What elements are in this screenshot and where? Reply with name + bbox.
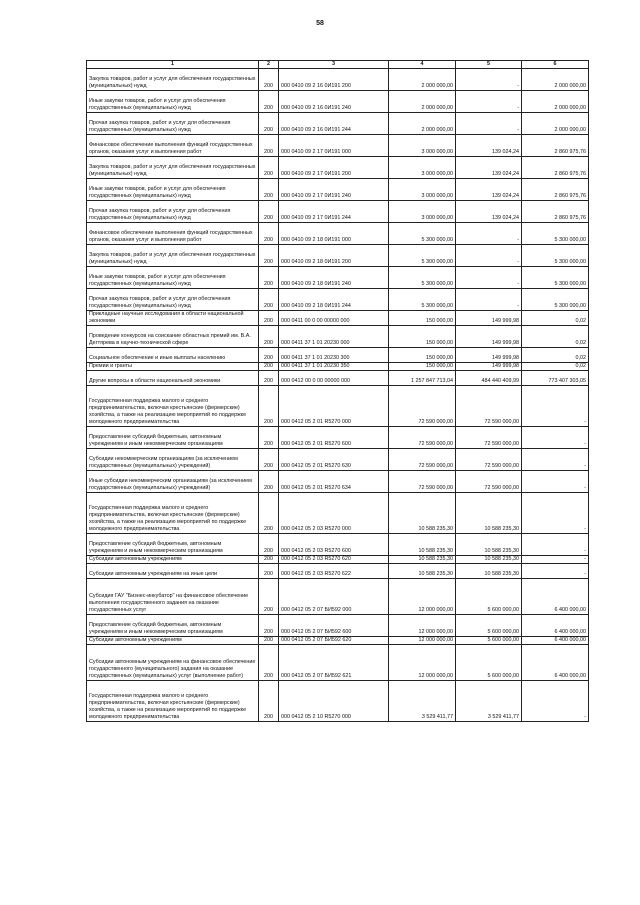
row-budget-code: 000 0412 05 2 07 БИ592 621: [279, 645, 389, 681]
row-description: Субсидии автономным учреждениям на иные цели: [87, 564, 259, 579]
row-line-code: 200: [259, 289, 279, 311]
table-row: [87, 267, 589, 289]
row-approved-amount: 3 529 411,77: [389, 681, 456, 722]
table-row: [87, 471, 589, 493]
table-row: [87, 179, 589, 201]
table-row: [87, 493, 589, 534]
row-description: Государственная поддержка малого и среднего предпринимательства, включая крестьянские (фермерские) хозяйства, а также на реализацию мероприятий по поддержке молодежного предпринимательства: [87, 493, 259, 534]
row-description: Социальное обеспечение и иные выплаты населению: [87, 348, 259, 363]
row-approved-amount: 1 257 847 713,04: [389, 371, 456, 386]
budget-execution-table: [86, 60, 589, 722]
row-description: Закупка товаров, работ и услуг для обеспечения государственных (муниципальных) нужд: [87, 69, 259, 91]
row-budget-code: 000 0412 05 2 03 R5270 622: [279, 564, 389, 579]
row-executed-amount: 5 600 000,00: [456, 579, 522, 615]
row-line-code: 200: [259, 386, 279, 427]
row-approved-amount: 3 000 000,00: [389, 179, 456, 201]
row-budget-code: 000 0410 09 2 18 0И191 244: [279, 289, 389, 311]
row-description: Субсидии некоммерческим организациям (за исключением государственных (муниципальных) учреждений): [87, 449, 259, 471]
row-approved-amount: 72 590 000,00: [389, 449, 456, 471]
row-approved-amount: 12 000 000,00: [389, 579, 456, 615]
row-executed-amount: 139 024,24: [456, 157, 522, 179]
row-description: Прикладные научные исследования в области национальной экономики: [87, 311, 259, 326]
column-header: 6: [522, 61, 589, 69]
row-description: Закупка товаров, работ и услуг для обеспечения государственных (муниципальных) нужд: [87, 245, 259, 267]
row-unexecuted-amount: 6 400 000,00: [522, 637, 589, 645]
row-description: Государственная поддержка малого и среднего предпринимательства, включая крестьянские (фермерские) хозяйства, а также на реализацию мероприятий по поддержке молодежного предпринимательства: [87, 681, 259, 722]
row-line-code: 200: [259, 615, 279, 637]
row-line-code: 200: [259, 534, 279, 556]
row-line-code: 200: [259, 579, 279, 615]
row-unexecuted-amount: -: [522, 386, 589, 427]
row-executed-amount: 10 588 235,30: [456, 556, 522, 564]
row-executed-amount: 149 999,98: [456, 311, 522, 326]
row-approved-amount: 72 590 000,00: [389, 427, 456, 449]
table-row: [87, 201, 589, 223]
row-unexecuted-amount: 5 300 000,00: [522, 267, 589, 289]
row-description: Иные закупки товаров, работ и услуг для обеспечения государственных (муниципальных) нужд: [87, 179, 259, 201]
row-line-code: 200: [259, 471, 279, 493]
row-budget-code: 000 0410 09 2 17 0И191 244: [279, 201, 389, 223]
row-unexecuted-amount: 2 000 000,00: [522, 113, 589, 135]
table-row: [87, 564, 589, 579]
row-description: Прочая закупка товаров, работ и услуг для обеспечения государственных (муниципальных) нужд: [87, 201, 259, 223]
row-unexecuted-amount: 0,02: [522, 363, 589, 371]
row-description: Субсидия ГАУ "Бизнес-инкубатор" на финансовое обеспечение выполнения государственного задания на оказание государственных услуг: [87, 579, 259, 615]
row-budget-code: 000 0410 09 2 17 0И191 000: [279, 135, 389, 157]
row-unexecuted-amount: 2 860 975,76: [522, 179, 589, 201]
row-budget-code: 000 0412 05 2 07 БИ592 600: [279, 615, 389, 637]
table-row: [87, 157, 589, 179]
row-approved-amount: 72 590 000,00: [389, 386, 456, 427]
row-line-code: 200: [259, 681, 279, 722]
row-approved-amount: 2 000 000,00: [389, 113, 456, 135]
row-approved-amount: 12 000 000,00: [389, 645, 456, 681]
row-unexecuted-amount: 5 300 000,00: [522, 223, 589, 245]
row-budget-code: 000 0412 05 2 07 БИ592 000: [279, 579, 389, 615]
row-approved-amount: 3 000 000,00: [389, 157, 456, 179]
row-executed-amount: 484 440 409,99: [456, 371, 522, 386]
row-description: Субсидии автономным учреждениям на финансовое обеспечение государственного (муниципального) задания на оказание государственных (муниципальных) услуг (выполнение работ): [87, 645, 259, 681]
table-row: [87, 363, 589, 371]
row-budget-code: 000 0410 09 2 17 0И191 240: [279, 179, 389, 201]
column-header: 2: [259, 61, 279, 69]
row-unexecuted-amount: 5 300 000,00: [522, 289, 589, 311]
row-description: Иные закупки товаров, работ и услуг для обеспечения государственных (муниципальных) нужд: [87, 267, 259, 289]
table-row: [87, 637, 589, 645]
row-executed-amount: -: [456, 91, 522, 113]
row-budget-code: 000 0412 05 2 01 R5270 634: [279, 471, 389, 493]
table-row: [87, 615, 589, 637]
row-budget-code: 000 0410 09 2 18 0И191 240: [279, 267, 389, 289]
row-description: Субсидии автономным учреждениям: [87, 556, 259, 564]
row-line-code: 200: [259, 113, 279, 135]
row-line-code: 200: [259, 637, 279, 645]
row-budget-code: 000 0411 37 1 01 20230 300: [279, 348, 389, 363]
row-line-code: 200: [259, 69, 279, 91]
row-budget-code: 000 0412 05 2 03 R5270 000: [279, 493, 389, 534]
row-executed-amount: 149 999,98: [456, 348, 522, 363]
row-approved-amount: 3 000 000,00: [389, 201, 456, 223]
row-approved-amount: 5 300 000,00: [389, 289, 456, 311]
page-number: 58: [316, 20, 324, 27]
row-description: Проведение конкурсов на соискание областных премий им. В.А. Дегтярева в научно-технической сфере: [87, 326, 259, 348]
row-approved-amount: 5 300 000,00: [389, 267, 456, 289]
row-budget-code: 000 0412 05 2 01 R5270 600: [279, 427, 389, 449]
row-approved-amount: 10 588 235,30: [389, 556, 456, 564]
row-line-code: 200: [259, 326, 279, 348]
row-description: Иные закупки товаров, работ и услуг для обеспечения государственных (муниципальных) нужд: [87, 91, 259, 113]
table-row: [87, 113, 589, 135]
row-executed-amount: 72 590 000,00: [456, 449, 522, 471]
row-budget-code: 000 0412 00 0 00 00000 000: [279, 371, 389, 386]
row-approved-amount: 150 000,00: [389, 363, 456, 371]
row-unexecuted-amount: 6 400 000,00: [522, 615, 589, 637]
row-unexecuted-amount: -: [522, 564, 589, 579]
row-unexecuted-amount: 2 860 975,76: [522, 157, 589, 179]
row-executed-amount: 149 999,98: [456, 363, 522, 371]
row-description: Финансовое обеспечение выполнения функций государственных органов, оказания услуг и выполнения работ: [87, 135, 259, 157]
table-row: [87, 371, 589, 386]
row-line-code: 200: [259, 371, 279, 386]
column-header: 4: [389, 61, 456, 69]
table-row: [87, 386, 589, 427]
row-budget-code: 000 0410 09 2 16 0И191 244: [279, 113, 389, 135]
row-approved-amount: 10 588 235,30: [389, 564, 456, 579]
row-line-code: 200: [259, 157, 279, 179]
row-line-code: 200: [259, 135, 279, 157]
table-row: [87, 556, 589, 564]
row-executed-amount: -: [456, 267, 522, 289]
row-unexecuted-amount: -: [522, 449, 589, 471]
row-line-code: 200: [259, 449, 279, 471]
row-description: Субсидии автономным учреждениям: [87, 637, 259, 645]
row-line-code: 200: [259, 427, 279, 449]
row-line-code: 200: [259, 267, 279, 289]
table-row: [87, 91, 589, 113]
row-approved-amount: 150 000,00: [389, 348, 456, 363]
row-budget-code: 000 0410 09 2 18 0И191 200: [279, 245, 389, 267]
row-unexecuted-amount: 0,02: [522, 326, 589, 348]
table-row: [87, 245, 589, 267]
row-line-code: 200: [259, 493, 279, 534]
row-line-code: 200: [259, 91, 279, 113]
table-row: [87, 69, 589, 91]
row-description: Предоставление субсидий бюджетным, автономным учреждениям и иным некоммерческим организациям: [87, 615, 259, 637]
row-executed-amount: 72 590 000,00: [456, 427, 522, 449]
header-row: [87, 61, 589, 69]
row-approved-amount: 2 000 000,00: [389, 91, 456, 113]
row-line-code: 200: [259, 201, 279, 223]
row-unexecuted-amount: 6 400 000,00: [522, 645, 589, 681]
row-budget-code: 000 0410 09 2 18 0И191 000: [279, 223, 389, 245]
row-executed-amount: 72 590 000,00: [456, 386, 522, 427]
row-approved-amount: 5 300 000,00: [389, 223, 456, 245]
row-unexecuted-amount: -: [522, 534, 589, 556]
column-header: 1: [87, 61, 259, 69]
column-header: 3: [279, 61, 389, 69]
table-row: [87, 579, 589, 615]
row-unexecuted-amount: 2 000 000,00: [522, 69, 589, 91]
row-executed-amount: 5 600 000,00: [456, 637, 522, 645]
row-line-code: 200: [259, 564, 279, 579]
row-approved-amount: 2 000 000,00: [389, 69, 456, 91]
row-line-code: 200: [259, 645, 279, 681]
row-unexecuted-amount: 6 400 000,00: [522, 579, 589, 615]
row-executed-amount: 10 588 235,30: [456, 493, 522, 534]
row-line-code: 200: [259, 348, 279, 363]
row-unexecuted-amount: 0,02: [522, 348, 589, 363]
column-header: 5: [456, 61, 522, 69]
row-description: Предоставление субсидий бюджетным, автономным учреждениям и иным некоммерческим организациям: [87, 427, 259, 449]
row-description: Закупка товаров, работ и услуг для обеспечения государственных (муниципальных) нужд: [87, 157, 259, 179]
row-unexecuted-amount: 2 000 000,00: [522, 91, 589, 113]
row-approved-amount: 12 000 000,00: [389, 615, 456, 637]
table-row: [87, 326, 589, 348]
row-line-code: 200: [259, 245, 279, 267]
row-description: Предоставление субсидий бюджетным, автономным учреждениям и иным некоммерческим организациям: [87, 534, 259, 556]
row-executed-amount: 3 529 411,77: [456, 681, 522, 722]
row-description: Государственная поддержка малого и среднего предпринимательства, включая крестьянские (фермерские) хозяйства, а также на реализацию мероприятий по поддержке молодежного предпринимательства: [87, 386, 259, 427]
row-executed-amount: 139 024,24: [456, 135, 522, 157]
table-row: [87, 289, 589, 311]
row-executed-amount: 139 024,24: [456, 201, 522, 223]
row-executed-amount: 5 600 000,00: [456, 615, 522, 637]
row-executed-amount: 149 999,98: [456, 326, 522, 348]
row-executed-amount: 10 588 235,30: [456, 564, 522, 579]
table-row: [87, 645, 589, 681]
row-approved-amount: 12 000 000,00: [389, 637, 456, 645]
row-budget-code: 000 0412 05 2 03 R5270 620: [279, 556, 389, 564]
row-unexecuted-amount: -: [522, 681, 589, 722]
row-budget-code: 000 0412 05 2 01 R5270 000: [279, 386, 389, 427]
row-executed-amount: 139 024,24: [456, 179, 522, 201]
row-approved-amount: 150 000,00: [389, 326, 456, 348]
row-line-code: 200: [259, 311, 279, 326]
row-description: Премии и гранты: [87, 363, 259, 371]
row-approved-amount: 150 000,00: [389, 311, 456, 326]
row-executed-amount: 5 600 000,00: [456, 645, 522, 681]
table-row: [87, 681, 589, 722]
row-budget-code: 000 0410 09 2 17 0И191 200: [279, 157, 389, 179]
row-budget-code: 000 0411 37 1 01 20230 350: [279, 363, 389, 371]
row-unexecuted-amount: 2 860 975,76: [522, 135, 589, 157]
row-budget-code: 000 0412 05 2 10 R5270 000: [279, 681, 389, 722]
row-description: Финансовое обеспечение выполнения функций государственных органов, оказания услуг и выполнения работ: [87, 223, 259, 245]
row-budget-code: 000 0412 05 2 03 R5270 600: [279, 534, 389, 556]
row-description: Прочая закупка товаров, работ и услуг для обеспечения государственных (муниципальных) нужд: [87, 113, 259, 135]
row-line-code: 200: [259, 363, 279, 371]
row-unexecuted-amount: -: [522, 471, 589, 493]
row-executed-amount: -: [456, 245, 522, 267]
row-line-code: 200: [259, 556, 279, 564]
row-approved-amount: 10 588 235,30: [389, 534, 456, 556]
row-line-code: 200: [259, 179, 279, 201]
table-row: [87, 449, 589, 471]
row-executed-amount: -: [456, 69, 522, 91]
row-description: Другие вопросы в области национальной экономики: [87, 371, 259, 386]
row-unexecuted-amount: 5 300 000,00: [522, 245, 589, 267]
row-executed-amount: 10 588 235,30: [456, 534, 522, 556]
row-approved-amount: 5 300 000,00: [389, 245, 456, 267]
row-executed-amount: 72 590 000,00: [456, 471, 522, 493]
row-budget-code: 000 0411 00 0 00 00000 000: [279, 311, 389, 326]
row-budget-code: 000 0411 37 1 01 20230 000: [279, 326, 389, 348]
row-budget-code: 000 0410 09 2 16 0И191 200: [279, 69, 389, 91]
row-line-code: 200: [259, 223, 279, 245]
row-unexecuted-amount: -: [522, 556, 589, 564]
row-approved-amount: 3 000 000,00: [389, 135, 456, 157]
row-description: Иные субсидии некоммерческим организациям (за исключением государственных (муниципальных) учреждений): [87, 471, 259, 493]
row-approved-amount: 10 588 235,30: [389, 493, 456, 534]
row-budget-code: 000 0410 09 2 16 0И191 240: [279, 91, 389, 113]
table-row: [87, 311, 589, 326]
row-executed-amount: -: [456, 223, 522, 245]
row-unexecuted-amount: 773 407 303,05: [522, 371, 589, 386]
row-approved-amount: 72 590 000,00: [389, 471, 456, 493]
row-unexecuted-amount: -: [522, 493, 589, 534]
row-executed-amount: -: [456, 113, 522, 135]
row-executed-amount: -: [456, 289, 522, 311]
table-row: [87, 348, 589, 363]
row-budget-code: 000 0412 05 2 01 R5270 630: [279, 449, 389, 471]
row-description: Прочая закупка товаров, работ и услуг для обеспечения государственных (муниципальных) нужд: [87, 289, 259, 311]
table-row: [87, 223, 589, 245]
row-unexecuted-amount: 0,02: [522, 311, 589, 326]
row-unexecuted-amount: 2 860 975,76: [522, 201, 589, 223]
row-budget-code: 000 0412 05 2 07 БИ592 620: [279, 637, 389, 645]
row-unexecuted-amount: -: [522, 427, 589, 449]
table-row: [87, 427, 589, 449]
table-row: [87, 135, 589, 157]
table-row: [87, 534, 589, 556]
